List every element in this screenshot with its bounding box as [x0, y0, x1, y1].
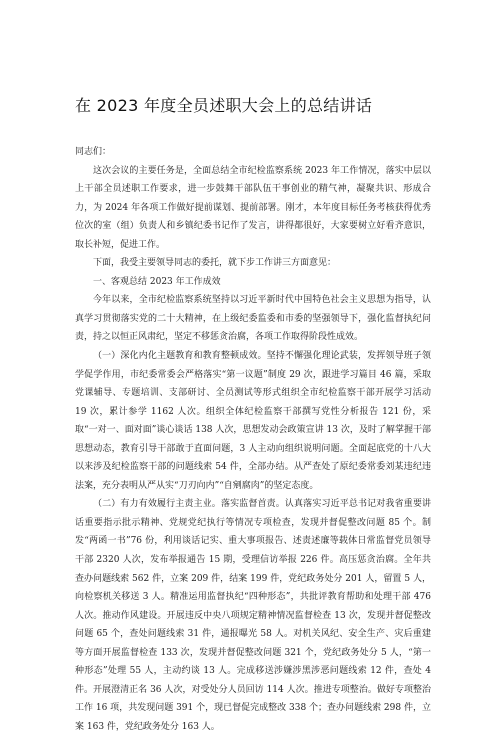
- document-body: [75, 143, 431, 737]
- paragraph-transition: 下面，我受主要领导同志的委托，就下步工作讲三方面意见：: [93, 258, 337, 269]
- paragraph-item-1: （一）深化内化主题教育和教育整顿成效。坚持不懈强化理论武装，发挥领导班子领学促学作用，市纪委常委会严格落实“第一议题”制度 29 次，跟进学习篇目 46 篇，采取党课辅导、专题培训、支部研讨、全员测试等形式组织全市纪检监察干部开展学习活动 19 次，累计参学 1162 人次。组织全体纪检监察干部撰写党性分析报告 121 份，采取“一对一、面对面”谈心谈话 138 人次，思想发动会政策宣讲 13 次，及时了解掌握干部思想动态，教育引导干部敢于直面问题，3 人主动向组织说明问题。全面起底党的十八大以来涉及纪检监察干部的问题线索 54 件，全部办结。从严查处了原纪委常委刘某违纪违法案，充分表明从严从实“刀刃向内”“自剜腐肉”的坚定态度。: [75, 351, 431, 491]
- paragraph-overview: 今年以来，全市纪检监察系统坚持以习近平新时代中国特色社会主义思想为指导，认真学习贯彻落实党的二十大精神，在上级纪委监委和市委的坚强领导下，强化监督执纪问责，持之以恒正风肃纪，坚定不移惩贪治腐，各项工作取得阶段性成效。: [75, 295, 431, 343]
- paragraph-intro: 这次会议的主要任务是，全面总结全市纪检监察系统 2023 年工作情况，落实中层以上干部全员述职工作要求，进一步鼓舞干部队伍干事创业的精气神，凝聚共识、形成合力，为 2024 年各项工作做好提前谋划、提前部署。刚才，本年度目标任务考核获得优秀位次的室（组）负责人和乡镇纪委书记作了发言，讲得都很好，大家要树立好看齐意识，取长补短，促进工作。: [75, 165, 431, 250]
- document-title: 在 2023 年度全员述职大会上的总结讲话: [75, 96, 373, 115]
- salutation: 同志们：: [75, 147, 112, 157]
- paragraph-item-2: （二）有力有效履行主责主业。落实监督首责。认真落实习近平总书记对我省重要讲话重要指示批示精神、党规党纪执行等情况专项检查，发现并督促整改问题 85 个。制发“两函一书”76 份，利用谈话记实、重大事项报告、述责述廉等载体日常监督党员领导干部 2320 人次，发布举报通告 15 期，受理信访举报 226 件。高压惩贪治腐。全年共查办问题线索 562 件，立案 209 件，结案 199 件，党纪政务处分 201 人，留置 5 人，向检察机关移送 3 人。精准运用监督执纪“四种形态”，共批评教育帮助和处理干部 476 人次。推动作风建设。开展违反中央八项规定精神情况监督检查 13 次，发现并督促整改问题 65 个，查处问题线索 31 件，通报曝光 58 人。对机关风纪、安全生产、灾后重建等方面开展监督检查 133 次，发现并督促整改问题 321 个，党纪政务处分 5 人，“第一种形态”处理 55 人，主动约谈 13 人。完成移送涉嫌涉黑涉恶问题线索 12 件，查处 4 件。开展澄清正名 36 人次，对受处分人员回访 114 人次。推进专项整治。做好专项整治工作 16 项，共发现问题 391 个，现已督促完成整改 338 个；查办问题线索 298 件，立案 163 件，党纪政务处分 163 人。: [75, 499, 431, 732]
- section-heading-1: 一、客观总结 2023 年工作成效: [93, 276, 221, 287]
